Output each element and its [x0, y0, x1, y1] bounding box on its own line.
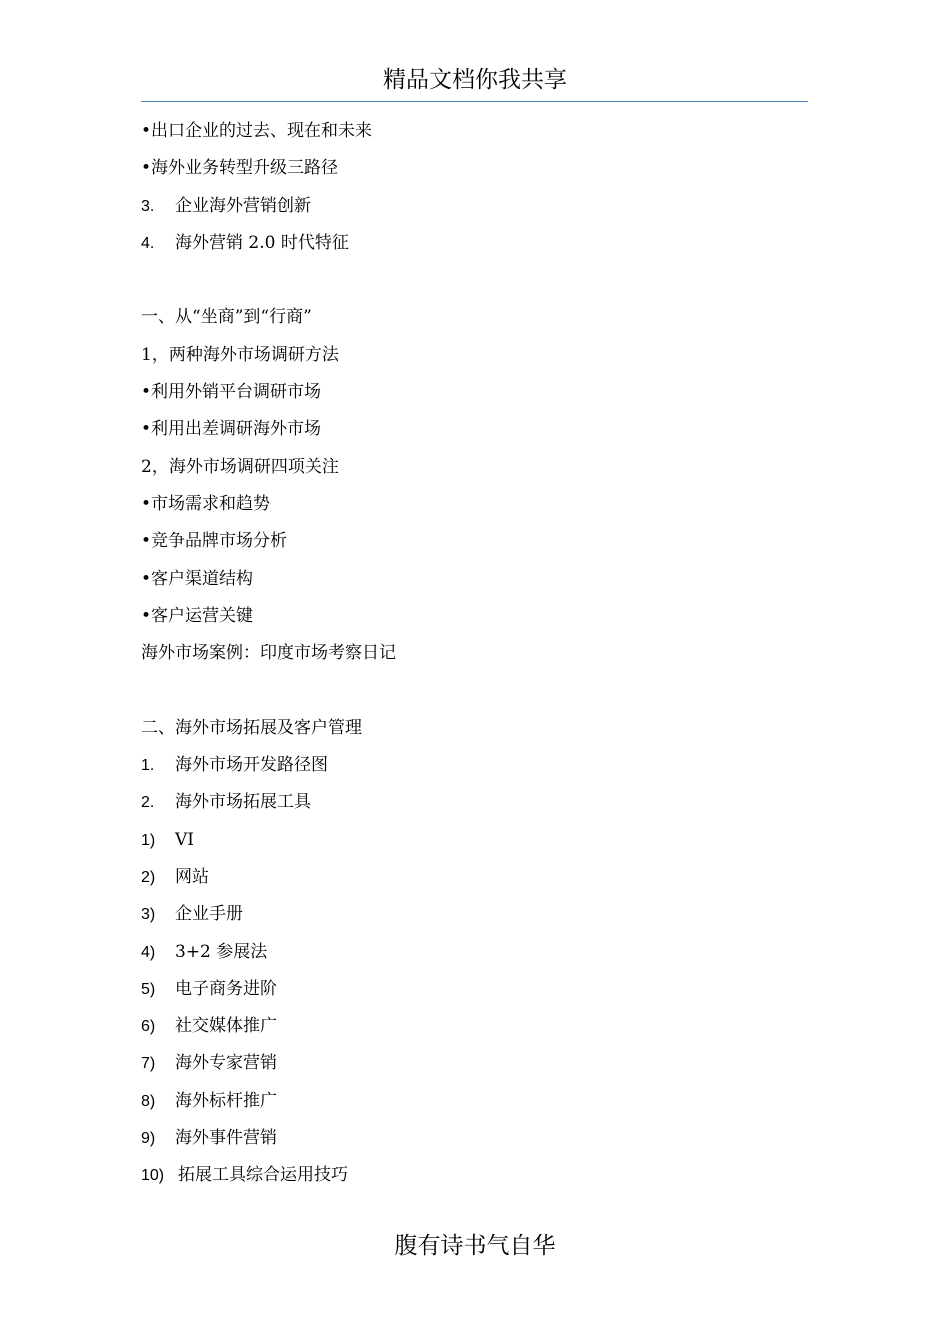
numbered-list-item	[141, 1157, 808, 1194]
page-footer-text: 腹有诗书气自华	[394, 1233, 556, 1259]
text-line: •出口企业的过去、现在和未来	[141, 121, 373, 141]
numbered-list-item	[141, 225, 808, 262]
numbered-list-item	[141, 784, 808, 821]
list-number: 1.	[141, 757, 155, 775]
text-line: •市场需求和趋势	[141, 493, 271, 514]
text-line: •客户渠道结构	[141, 568, 254, 589]
list-item-text: VI	[175, 829, 194, 850]
text-line: 1，两种海外市场调研方法	[141, 344, 339, 365]
numbered-list-item	[141, 747, 808, 784]
numbered-list-item	[141, 822, 808, 859]
text-line: •客户运营关键	[141, 605, 254, 626]
list-number: 2)	[141, 868, 156, 886]
list-item-text: 企业海外营销创新	[175, 195, 311, 216]
numbered-list-item	[141, 1008, 808, 1045]
numbered-list-item	[141, 1120, 808, 1157]
numbered-list-item	[141, 896, 808, 933]
list-item-text: 电子商务进阶	[175, 978, 277, 999]
list-item-text: 海外专家营销	[175, 1053, 277, 1074]
header-divider	[141, 101, 808, 102]
text-line: 二、海外市场拓展及客户管理	[141, 717, 362, 738]
list-item-text: 社交媒体推广	[175, 1016, 277, 1037]
numbered-list-item	[141, 1045, 808, 1082]
list-item-text: 海外事件营销	[175, 1128, 277, 1149]
list-number: 2.	[141, 794, 155, 812]
list-item-text: 3+2 参展法	[175, 941, 268, 962]
text-line: •利用外销平台调研市场	[141, 382, 322, 403]
text-line: •海外业务转型升级三路径	[141, 158, 339, 179]
text-line: 一、从“坐商”到“行商”	[141, 307, 312, 328]
list-item-text: 企业手册	[175, 904, 243, 925]
numbered-list-item	[141, 971, 808, 1008]
list-number: 3)	[141, 906, 156, 924]
list-number: 4.	[141, 234, 155, 252]
list-number: 1)	[141, 831, 156, 849]
list-item-text: 海外营销 2.0 时代特征	[175, 232, 349, 253]
text-line: •竞争品牌市场分析	[141, 531, 288, 552]
list-item-text: 海外标杆推广	[175, 1090, 277, 1111]
list-number: 9)	[141, 1130, 156, 1148]
list-item-text: 海外市场开发路径图	[175, 755, 328, 776]
list-number: 10)	[141, 1167, 165, 1185]
blank-line	[141, 672, 808, 709]
document-body	[141, 113, 808, 1195]
text-line: 海外市场案例：印度市场考察日记	[141, 643, 396, 664]
list-number: 4)	[141, 943, 156, 961]
numbered-list-item	[141, 859, 808, 896]
text-line: 2，海外市场调研四项关注	[141, 456, 339, 477]
list-number: 5)	[141, 980, 156, 998]
list-item-text: 网站	[175, 866, 209, 887]
numbered-list-item	[141, 934, 808, 971]
list-number: 6)	[141, 1018, 156, 1036]
blank-line	[141, 262, 808, 299]
list-item-text: 海外市场拓展工具	[175, 792, 311, 813]
numbered-list-item	[141, 188, 808, 225]
page-header-title: 精品文档你我共享	[383, 67, 567, 93]
list-number: 8)	[141, 1092, 156, 1110]
list-number: 7)	[141, 1055, 156, 1073]
list-item-text: 拓展工具综合运用技巧	[178, 1165, 348, 1186]
list-number: 3.	[141, 197, 155, 215]
numbered-list-item	[141, 1083, 808, 1120]
text-line: •利用出差调研海外市场	[141, 419, 322, 440]
